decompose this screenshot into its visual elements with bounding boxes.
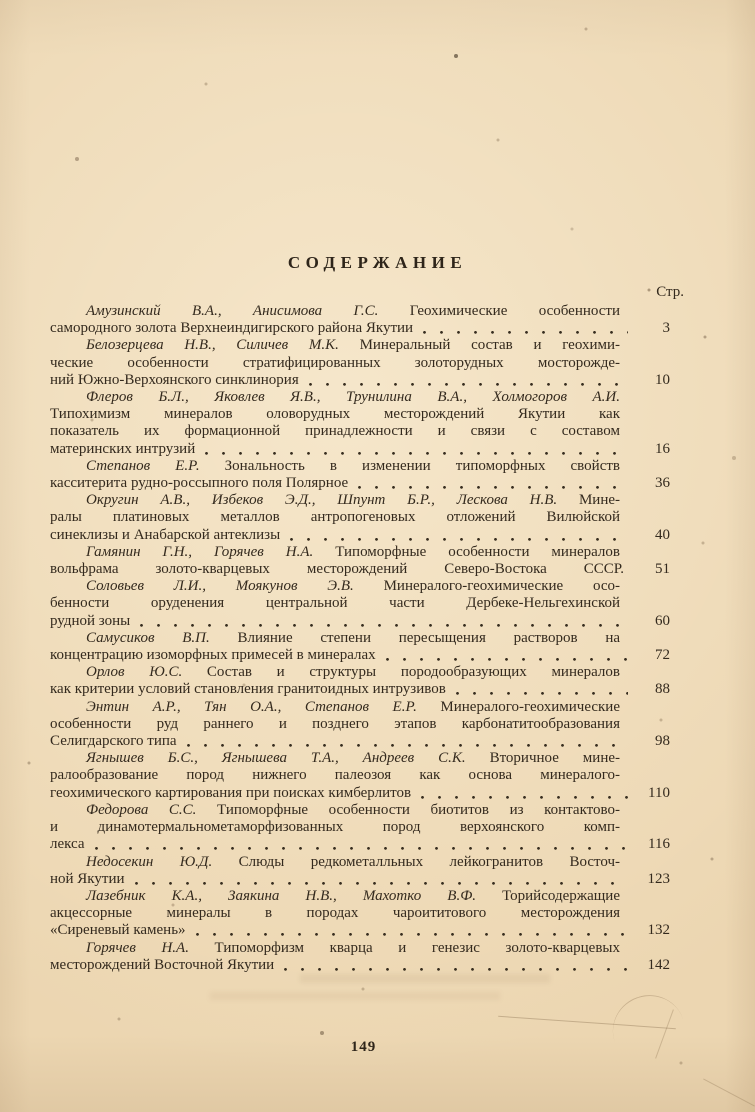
entry-title-text: Минералого-геохимические осо- [383,578,621,595]
entry-title-text: Зональность в изменении типоморфных свойств [224,457,620,474]
toc-entry [50,544,670,578]
entry-title-text: Мине- [578,492,620,509]
toc-line [50,854,620,871]
entry-page-number: 51 [655,561,670,578]
entry-page-number: 36 [655,475,670,492]
entry-page-number: 3 [662,320,670,337]
entry-page-number: 60 [655,612,670,629]
toc-line [50,372,670,389]
entry-title-text: Влияние степени пересыщения растворов на [237,629,620,646]
toc-entry [50,492,670,544]
dot-leader [385,647,628,664]
entry-authors: Амузинский В.А., Анисимова Г.С. [86,303,379,319]
toc-line [50,544,620,561]
show-through-smudge [210,992,500,1000]
entry-title-text: самородного золота Верхнеиндигирского района Якутии [50,320,414,337]
dot-leader [186,733,628,750]
dot-leader [422,320,628,337]
entry-page-number: 116 [648,836,670,853]
toc-entry [50,854,670,888]
toc-entry [50,940,670,974]
entry-page-number: 40 [655,526,670,543]
toc-line: ралообразование пород нижнего палеозоя как основа минералого- [50,767,620,784]
entry-page-number: 123 [647,870,670,887]
toc-line [50,320,670,337]
entry-title-text: синеклизы и Анабарской антеклизы [50,526,281,543]
entry-authors: Орлов Ю.С. [86,664,183,681]
toc-line [50,922,670,939]
dot-leader [357,475,628,492]
entry-title-text: Слюды редкометалльных лейкогранитов Восточ- [238,853,621,870]
toc-line [50,389,620,406]
toc-line: бенности оруденения центральной части Дербеке-Нельгехинской [50,595,620,612]
entry-title-text: материнских интрузий [50,440,196,457]
toc-line [50,940,620,957]
entry-title-text: лекса [50,836,85,853]
toc-line [50,664,620,681]
dot-leader [308,372,628,389]
dot-leader [289,527,628,544]
entry-title-text: Торийсодержащие [502,887,620,904]
entry-authors: Энтин А.Р., Тян О.А., Степанов Е.Р. [86,698,417,715]
entry-page-number: 142 [647,956,670,973]
toc-line [50,836,670,853]
dot-leader [420,785,628,802]
toc-line [50,733,670,750]
entry-authors: Лазебник К.А., Заякина Н.В., Махотко В.Ф. [86,887,477,904]
page-title: СОДЕРЖАНИЕ [287,253,468,272]
toc-line [50,337,620,354]
entry-authors: Флеров Б.Л., Яковлев Я.В., Трунилина В.А., Холмогоров А.И. [86,389,620,406]
entry-page-number: 132 [647,922,670,939]
toc-entry [50,458,670,492]
toc-line [50,630,620,647]
entry-title-text: Состав и структуры породообразующих минералов [206,664,621,681]
paper-scratch [604,986,685,1045]
toc-line: и динамотермальнометаморфизованных пород верхоянского комп- [50,819,620,836]
dot-leader [94,836,628,853]
toc-entry [50,888,670,940]
toc-entry [50,750,670,802]
toc-line: ческие особенности стратифицированных золоторудных мосторожде- [50,354,620,371]
toc-entry [50,630,670,664]
toc-line: особенности руд раннего и позднего этапов карбонатитообразования [50,715,620,732]
toc-entry [50,303,670,337]
entry-title-text: Минералого-геохимические [440,698,620,715]
entry-title-text: концентрацию изоморфных примесей в минералах [50,647,376,664]
toc-line [50,441,670,458]
toc-line: Типохимизм минералов оловорудных месторождений Якутии как [50,406,620,423]
entry-title-text: Вторичное мине- [489,750,621,767]
dot-leader [134,871,629,888]
entry-page-number: 88 [655,681,670,698]
entry-page-number: 72 [655,647,670,664]
entry-title-text: Типоморфные особенности минералов [335,543,620,560]
toc-line [50,492,620,509]
show-through-smudge [300,974,550,983]
toc-list [50,303,670,974]
entry-title-text: Типоморфизм кварца и генезис золото-кварцевых [214,939,621,956]
toc-line [50,303,620,320]
entry-title-text: касситерита рудно-россыпного поля Полярное [50,475,349,492]
entry-authors: Белозерцева Н.В., Силичев М.К. [86,337,339,354]
toc-line [50,458,620,475]
toc-line: акцессорные минералы в породах чароититового месторождения [50,905,620,922]
entry-authors: Степанов Е.Р. [86,457,200,474]
entry-title-text: как критерии условий становления гранитоидных интрузивов [50,681,446,698]
entry-authors: Округин А.В., Избеков Э.Д., Шпунт Б.Р., Лескова Н.В. [86,492,558,509]
toc-line [50,613,670,630]
toc-line [50,888,620,905]
toc-line [50,957,670,974]
toc-line [50,578,620,595]
toc-line [50,802,620,819]
dot-leader [204,441,628,458]
entry-title-text: геохимического картирования при поисках кимберлитов [50,784,412,801]
toc-entry [50,802,670,854]
toc-line: показатель их формационной принадлежности и связи с составом [50,423,620,440]
entry-authors: Ягнышев Б.С., Ягнышева Т.А., Андреев С.К. [86,750,466,767]
entry-title-text: ний Южно-Верхоянского синклинория [50,371,299,388]
entry-title-text: Геохимические особенности [409,303,621,319]
toc-line [50,527,670,544]
toc-entry [50,578,670,630]
toc-entry [50,389,670,458]
entry-authors: Соловьев Л.И., Моякунов Э.В. [86,578,354,595]
entry-title-text: ной Якутии [50,870,125,887]
entry-title-text: «Сиреневый камень» [50,922,186,939]
entry-page-number: 16 [655,440,670,457]
dot-leader [283,957,628,974]
folio-page-number: 149 [350,1039,377,1055]
toc-line [50,681,670,698]
entry-page-number: 98 [655,733,670,750]
entry-title-text: Минеральный состав и геохими- [359,337,620,354]
toc-line [50,785,670,802]
toc-line [50,647,670,664]
entry-title-text: Типоморфные особенности биотитов из контактово- [217,801,620,818]
entry-authors: Горячев Н.А. [86,939,189,956]
entry-title-text: вольфрама золото-кварцевых месторождений Северо-Востока СССР. [50,561,624,578]
entry-authors: Гамянин Г.Н., Горячев Н.А. [86,543,314,560]
paper-specks [0,0,2,2]
dot-leader [139,613,628,630]
entry-page-number: 110 [648,784,670,801]
entry-title-text: месторождений Восточной Якутии [50,956,275,973]
toc-entry [50,664,670,698]
toc-line [50,750,620,767]
entry-title-text: рудной зоны [50,612,131,629]
toc-entry [50,337,670,389]
entry-title-text: Селигдарского типа [50,733,177,750]
entry-authors: Недосекин Ю.Д. [86,853,213,870]
dot-leader [455,681,628,698]
toc-entry [50,699,670,751]
paper-scratch [703,1078,755,1106]
entry-page-number: 10 [655,371,670,388]
dot-leader [195,922,628,939]
entry-authors: Самусиков В.П. [86,629,210,646]
toc-line [50,699,620,716]
toc-line [50,475,670,492]
toc-line [50,871,670,888]
page-column-header: Стр. [656,284,684,300]
toc-line: ралы платиновых металлов антропогеновых отложений Вилюйской [50,509,620,526]
entry-authors: Федорова С.С. [86,801,197,818]
toc-line [50,561,670,578]
